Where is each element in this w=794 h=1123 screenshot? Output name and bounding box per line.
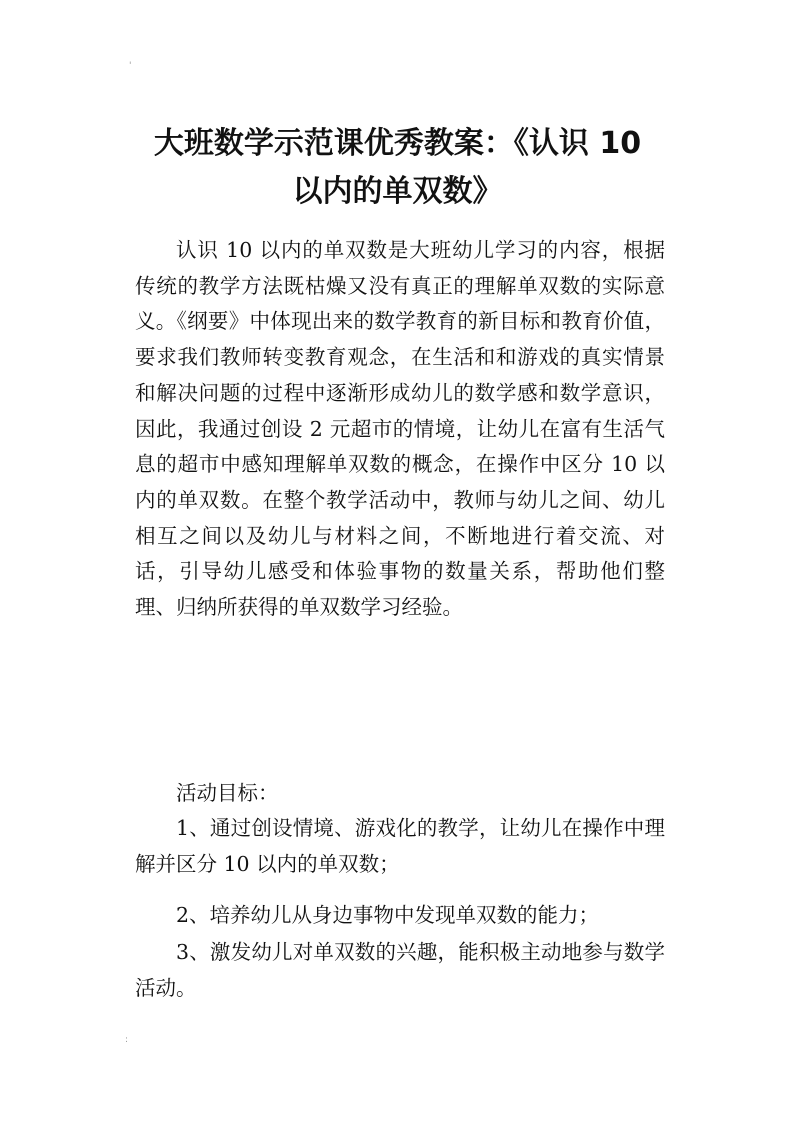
goal-item-3: 3、激发幼儿对单双数的兴趣，能积极主动地参与数学活动。: [135, 940, 665, 1000]
title-line-1: 大班数学示范课优秀教案：《认识 10: [153, 126, 642, 162]
document-title: [120, 120, 675, 216]
intro-paragraph: 认识 10 以内的单双数是大班幼儿学习的内容，根据传统的教学方法既枯燥又没有真正的理解单双数的实际意义。《纲要》中体现出来的数学教育的新目标和教育价值，要求我们教师转变教育观念，在生活和和游戏的真实情景和解决问题的过程中逐渐形成幼儿的数学感和数学意识，因此，我通过创设 2 元超市的情境，让幼儿在富有生活气息的超市中感知理解单双数的概念，在操作中区分 10 以内的单双数。在整个教学活动中，教师与幼儿之间、幼儿相互之间以及幼儿与材料之间，不断地进行着交流、对话，引导幼儿感受和体验事物的数量关系，帮助他们整理、归纳所获得的单双数学习经验。: [135, 238, 665, 620]
title-line-2: 以内的单双数》: [292, 174, 503, 210]
goal-item-2: 2、培养幼儿从身边事物中发现单双数的能力；: [176, 903, 600, 927]
scan-mark: ': [129, 61, 132, 71]
scan-mark-bottom: :: [125, 1035, 129, 1045]
goals-heading: 活动目标：: [176, 781, 279, 805]
goal-item-1: 1、通过创设情境、游戏化的教学，让幼儿在操作中理解并区分 10 以内的单双数；: [135, 816, 665, 876]
